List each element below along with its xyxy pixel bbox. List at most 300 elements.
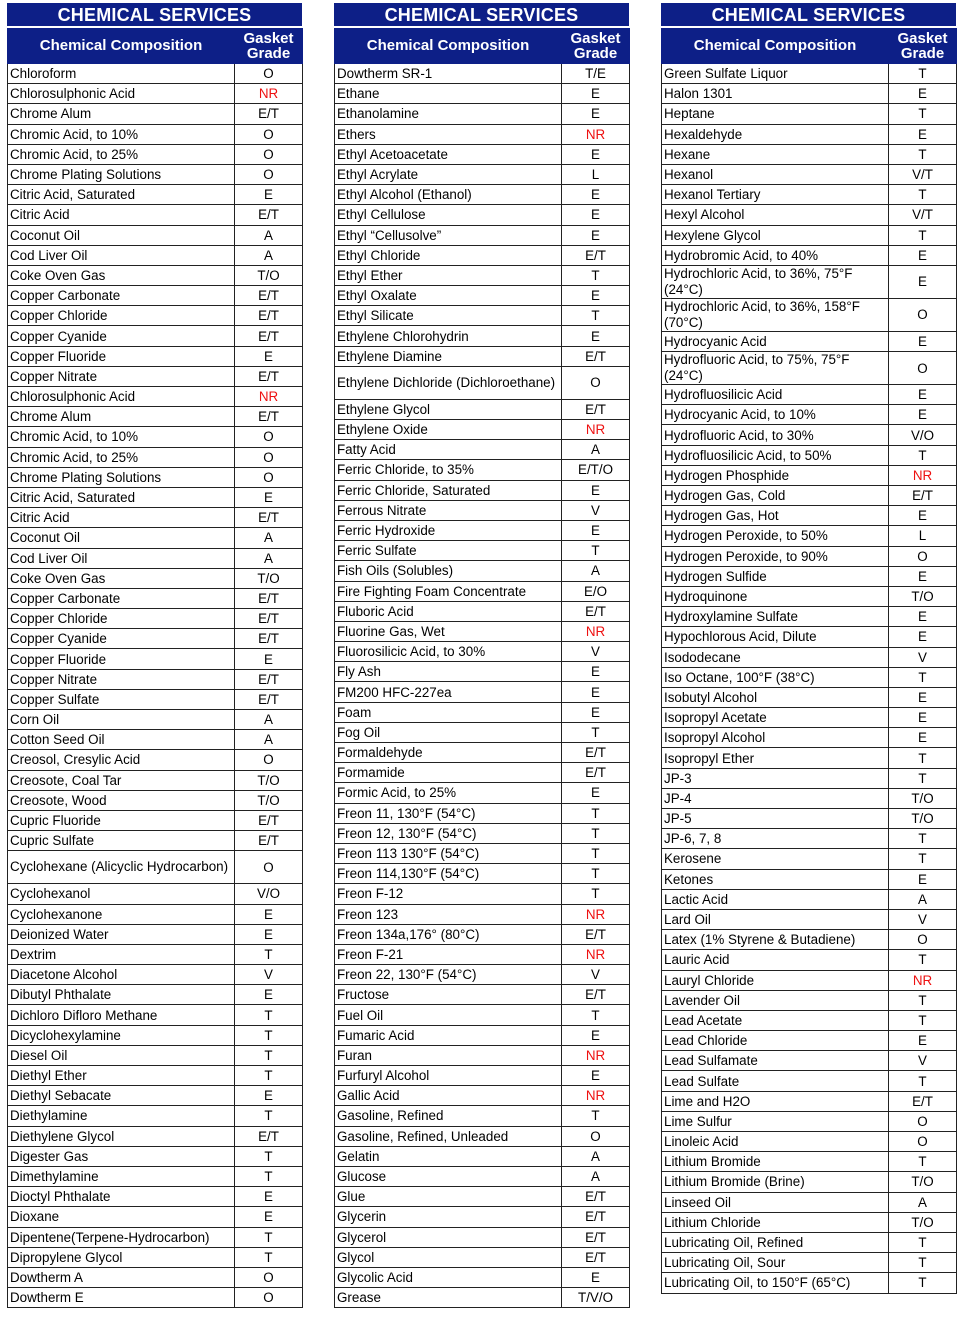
gasket-grade-cell: NR — [235, 84, 303, 104]
gasket-grade-cell: O — [235, 144, 303, 164]
table-row — [335, 84, 630, 104]
table-row — [662, 465, 957, 485]
chemical-name-cell: Lauric Acid — [662, 950, 889, 970]
table-row — [8, 286, 303, 306]
table-row — [8, 1166, 303, 1186]
chemical-name-cell: Fumaric Acid — [335, 1025, 562, 1045]
chemical-name-cell: Copper Nitrate — [8, 669, 235, 689]
chemical-name-cell: Diethylene Glycol — [8, 1126, 235, 1146]
gasket-grade-cell: V/O — [889, 425, 957, 445]
table-row — [8, 1086, 303, 1106]
gasket-grade-cell: T/O — [889, 1172, 957, 1192]
gasket-grade-cell: E — [235, 904, 303, 924]
gasket-grade-cell: NR — [562, 944, 630, 964]
gasket-grade-cell: E/O — [562, 581, 630, 601]
chemical-name-cell: Fructose — [335, 985, 562, 1005]
gasket-grade-cell: T/O — [889, 586, 957, 606]
chemical-name-cell: Chrome Alum — [8, 104, 235, 124]
table-row — [662, 627, 957, 647]
chemical-name-cell: Hydrocyanic Acid — [662, 331, 889, 351]
table-row — [662, 1253, 957, 1273]
table-row — [8, 689, 303, 709]
chemical-name-cell: Isopropyl Ether — [662, 748, 889, 768]
gasket-grade-cell: T/O — [889, 809, 957, 829]
table-row — [662, 405, 957, 425]
gasket-grade-cell: A — [889, 889, 957, 909]
gasket-grade-cell: T — [235, 1025, 303, 1045]
table-row — [8, 104, 303, 124]
table-row — [662, 245, 957, 265]
table-row — [662, 687, 957, 707]
gasket-grade-cell: E — [889, 84, 957, 104]
chemical-name-cell: Cod Liver Oil — [8, 548, 235, 568]
table-row — [8, 924, 303, 944]
gasket-grade-cell: T/E — [562, 64, 630, 84]
gasket-grade-cell: E — [235, 985, 303, 1005]
table-row — [335, 326, 630, 346]
chemical-name-cell: Chromic Acid, to 10% — [8, 124, 235, 144]
table-row — [335, 480, 630, 500]
table-row — [335, 682, 630, 702]
chemical-name-cell: Dimethylamine — [8, 1166, 235, 1186]
table-row — [662, 768, 957, 788]
gasket-grade-cell: E — [562, 225, 630, 245]
table-row — [335, 1227, 630, 1247]
chemical-name-cell: Deionized Water — [8, 924, 235, 944]
chemical-name-cell: Foam — [335, 702, 562, 722]
table-row — [8, 185, 303, 205]
chemical-name-cell: Freon 12, 130°F (54°C) — [335, 823, 562, 843]
table-row — [335, 1066, 630, 1086]
chemical-name-cell: Cupric Fluoride — [8, 810, 235, 830]
table-row — [662, 1051, 957, 1071]
chemical-name-cell: Iso Octane, 100°F (38°C) — [662, 667, 889, 687]
table-row — [662, 788, 957, 808]
table-row — [8, 1267, 303, 1287]
gasket-grade-cell: E — [235, 346, 303, 366]
chemical-name-cell: Freon 123 — [335, 904, 562, 924]
table-row — [335, 601, 630, 621]
chemical-name-cell: Creosote, Wood — [8, 790, 235, 810]
gasket-grade-cell: NR — [562, 1086, 630, 1106]
gasket-grade-cell: O — [235, 1288, 303, 1308]
table-row — [8, 609, 303, 629]
gasket-grade-cell: O — [235, 447, 303, 467]
chemical-name-cell: Diethyl Sebacate — [8, 1086, 235, 1106]
gasket-grade-cell: E — [889, 869, 957, 889]
chemical-name-cell: Fire Fighting Foam Concentrate — [335, 581, 562, 601]
chemical-table-column-1 — [7, 3, 302, 1308]
gasket-grade-cell: T — [889, 667, 957, 687]
chemical-name-cell: Diethyl Ether — [8, 1066, 235, 1086]
gasket-grade-cell: O — [235, 750, 303, 770]
chemical-name-cell: Ethane — [335, 84, 562, 104]
section-title: CHEMICAL SERVICES — [661, 3, 956, 26]
chemical-table — [334, 28, 630, 1308]
gasket-grade-cell: A — [562, 1146, 630, 1166]
gasket-grade-cell: E — [235, 185, 303, 205]
gasket-grade-cell: A — [235, 528, 303, 548]
gasket-grade-cell: E — [889, 331, 957, 351]
chemical-table — [7, 28, 303, 1308]
chemical-table-column-2 — [334, 3, 629, 1308]
table-row — [662, 566, 957, 586]
chemical-name-cell: Dextrim — [8, 944, 235, 964]
chemical-name-cell: Gasoline, Refined — [335, 1106, 562, 1126]
table-row — [335, 924, 630, 944]
gasket-grade-cell: E/T — [235, 609, 303, 629]
chemical-name-cell: Lead Sulfate — [662, 1071, 889, 1091]
chemical-name-cell: Fuel Oil — [335, 1005, 562, 1025]
table-row — [662, 84, 957, 104]
column-header-gasket-grade: Gasket Grade — [562, 29, 630, 64]
gasket-grade-cell: E — [562, 1267, 630, 1287]
gasket-grade-cell: O — [889, 1111, 957, 1131]
gasket-grade-cell: V — [562, 965, 630, 985]
chemical-name-cell: Ethylene Oxide — [335, 420, 562, 440]
chemical-name-cell: Fatty Acid — [335, 440, 562, 460]
gasket-grade-cell: E/T — [562, 346, 630, 366]
table-row — [8, 1106, 303, 1126]
chemical-name-cell: Dicyclohexylamine — [8, 1025, 235, 1045]
chemical-name-cell: Copper Chloride — [8, 609, 235, 629]
gasket-grade-cell: E — [562, 1025, 630, 1045]
table-row — [8, 265, 303, 285]
gasket-grade-cell: O — [235, 164, 303, 184]
gasket-grade-cell: E — [889, 245, 957, 265]
gasket-grade-cell: E/T — [889, 1091, 957, 1111]
gasket-grade-cell: E — [562, 783, 630, 803]
table-row — [335, 1005, 630, 1025]
chemical-name-cell: Freon 11, 130°F (54°C) — [335, 803, 562, 823]
chemical-name-cell: Dioctyl Phthalate — [8, 1187, 235, 1207]
chemical-name-cell: Hydroquinone — [662, 586, 889, 606]
table-row — [8, 1288, 303, 1308]
gasket-grade-cell: E/T — [562, 743, 630, 763]
chemical-name-cell: Formaldehyde — [335, 743, 562, 763]
table-row — [662, 225, 957, 245]
table-row — [335, 104, 630, 124]
chemical-name-cell: Lauryl Chloride — [662, 970, 889, 990]
chemical-name-cell: Chlorosulphonic Acid — [8, 387, 235, 407]
gasket-grade-cell: O — [889, 930, 957, 950]
table-row — [335, 366, 630, 399]
chemical-name-cell: Hexyl Alcohol — [662, 205, 889, 225]
gasket-grade-cell: E/T — [235, 669, 303, 689]
gasket-grade-cell: E/T — [562, 245, 630, 265]
chemical-name-cell: Ketones — [662, 869, 889, 889]
gasket-grade-cell: T — [235, 1045, 303, 1065]
table-row — [335, 124, 630, 144]
table-row — [8, 831, 303, 851]
chemical-name-cell: Creosol, Cresylic Acid — [8, 750, 235, 770]
table-row — [335, 642, 630, 662]
chemical-name-cell: Cod Liver Oil — [8, 245, 235, 265]
table-row — [8, 944, 303, 964]
chemical-name-cell: Lime and H2O — [662, 1091, 889, 1111]
gasket-grade-cell: NR — [235, 387, 303, 407]
gasket-grade-cell: E/T — [235, 366, 303, 386]
table-row — [8, 1005, 303, 1025]
chemical-name-cell: Ethylene Chlorohydrin — [335, 326, 562, 346]
gasket-grade-cell: T — [235, 1247, 303, 1267]
gasket-grade-cell: T — [562, 265, 630, 285]
table-row — [8, 487, 303, 507]
chemical-name-cell: Copper Nitrate — [8, 366, 235, 386]
gasket-grade-cell: A — [562, 1166, 630, 1186]
gasket-grade-cell: T — [562, 1005, 630, 1025]
column-header-chemical: Chemical Composition — [335, 29, 562, 64]
gasket-grade-cell: E — [562, 520, 630, 540]
table-row — [335, 763, 630, 783]
chemical-name-cell: Ethylene Dichloride (Dichloroethane) — [335, 366, 562, 399]
chemical-name-cell: Dowtherm A — [8, 1267, 235, 1287]
chemical-name-cell: Ethylene Glycol — [335, 399, 562, 419]
chemical-name-cell: Hexylene Glycol — [662, 225, 889, 245]
table-row — [8, 1126, 303, 1146]
gasket-grade-cell: NR — [889, 970, 957, 990]
chemical-name-cell: Ethyl Cellulose — [335, 205, 562, 225]
table-row — [8, 965, 303, 985]
table-row — [335, 722, 630, 742]
table-row — [8, 669, 303, 689]
table-row — [8, 346, 303, 366]
chemical-name-cell: Copper Sulfate — [8, 689, 235, 709]
chemical-name-cell: Dowtherm SR-1 — [335, 64, 562, 84]
chemical-name-cell: Digester Gas — [8, 1146, 235, 1166]
gasket-grade-cell: T — [562, 803, 630, 823]
chemical-name-cell: Freon F-21 — [335, 944, 562, 964]
gasket-grade-cell: E — [562, 104, 630, 124]
chemical-name-cell: Ethyl Ether — [335, 265, 562, 285]
table-row — [8, 770, 303, 790]
table-row — [662, 1273, 957, 1293]
chemical-name-cell: Lubricating Oil, Sour — [662, 1253, 889, 1273]
gasket-grade-cell: T — [562, 1106, 630, 1126]
gasket-grade-cell: NR — [889, 465, 957, 485]
gasket-grade-cell: T — [235, 1066, 303, 1086]
gasket-grade-cell: L — [562, 164, 630, 184]
table-row — [335, 64, 630, 84]
chemical-name-cell: Ethyl Oxalate — [335, 286, 562, 306]
gasket-grade-cell: E — [562, 662, 630, 682]
table-row — [662, 164, 957, 184]
gasket-grade-cell: T/O — [235, 770, 303, 790]
table-row — [8, 205, 303, 225]
gasket-grade-cell: NR — [562, 124, 630, 144]
gasket-grade-cell: T — [889, 104, 957, 124]
gasket-grade-cell: T — [562, 843, 630, 863]
gasket-grade-cell: E/T — [562, 1187, 630, 1207]
table-row — [662, 1010, 957, 1030]
gasket-grade-cell: T — [889, 768, 957, 788]
chemical-name-cell: Chrome Plating Solutions — [8, 467, 235, 487]
chemical-name-cell: Hexanol — [662, 164, 889, 184]
table-row — [335, 965, 630, 985]
chemical-name-cell: Corn Oil — [8, 710, 235, 730]
table-row — [335, 843, 630, 863]
chemical-name-cell: Hydrochloric Acid, to 36%, 75°F (24°C) — [662, 265, 889, 298]
gasket-grade-cell: E — [889, 385, 957, 405]
chemical-name-cell: Hydrocyanic Acid, to 10% — [662, 405, 889, 425]
table-row — [335, 245, 630, 265]
gasket-grade-cell: T — [235, 1146, 303, 1166]
gasket-grade-cell: E — [889, 687, 957, 707]
gasket-grade-cell: E/T — [235, 205, 303, 225]
table-row — [662, 185, 957, 205]
table-row — [335, 1166, 630, 1186]
gasket-grade-cell: V — [889, 1051, 957, 1071]
column-header-gasket-grade: Gasket Grade — [235, 29, 303, 64]
table-row — [662, 829, 957, 849]
table-row — [335, 1267, 630, 1287]
chemical-name-cell: Hydrofluosilicic Acid, to 50% — [662, 445, 889, 465]
gasket-grade-cell: T — [889, 1253, 957, 1273]
gasket-grade-cell: T — [562, 722, 630, 742]
table-row — [662, 124, 957, 144]
gasket-grade-cell: T/O — [889, 788, 957, 808]
gasket-grade-cell: E — [562, 205, 630, 225]
table-row — [662, 1192, 957, 1212]
gasket-grade-cell: O — [235, 124, 303, 144]
table-row — [335, 460, 630, 480]
gasket-grade-cell: O — [889, 546, 957, 566]
column-header-chemical: Chemical Composition — [662, 29, 889, 64]
chemical-name-cell: Chrome Alum — [8, 407, 235, 427]
table-row — [8, 407, 303, 427]
gasket-grade-cell: A — [235, 710, 303, 730]
gasket-grade-cell: E — [562, 185, 630, 205]
gasket-grade-cell: E — [889, 124, 957, 144]
table-row — [662, 889, 957, 909]
table-row — [662, 990, 957, 1010]
chemical-name-cell: Chrome Plating Solutions — [8, 164, 235, 184]
gasket-grade-cell: O — [235, 64, 303, 84]
gasket-grade-cell: A — [562, 440, 630, 460]
chemical-name-cell: Ethyl Acetoacetate — [335, 144, 562, 164]
chemical-name-cell: Grease — [335, 1288, 562, 1308]
chemical-name-cell: Hydrogen Sulfide — [662, 566, 889, 586]
table-row — [662, 546, 957, 566]
table-row — [662, 486, 957, 506]
table-row — [662, 144, 957, 164]
gasket-grade-cell: V — [235, 965, 303, 985]
chemical-table — [661, 28, 957, 1294]
gasket-grade-cell: E — [562, 1066, 630, 1086]
table-row — [662, 930, 957, 950]
table-row — [8, 851, 303, 884]
gasket-grade-cell: T — [235, 1227, 303, 1247]
chemical-name-cell: Coconut Oil — [8, 225, 235, 245]
chemical-name-cell: JP-3 — [662, 768, 889, 788]
gasket-grade-cell: T — [889, 1010, 957, 1030]
chemical-name-cell: Glucose — [335, 1166, 562, 1186]
table-row — [335, 500, 630, 520]
chemical-name-cell: Citric Acid — [8, 205, 235, 225]
chemical-name-cell: Hypochlorous Acid, Dilute — [662, 627, 889, 647]
table-row — [662, 869, 957, 889]
chemical-name-cell: Hydrogen Peroxide, to 50% — [662, 526, 889, 546]
table-row — [8, 649, 303, 669]
table-row — [335, 904, 630, 924]
gasket-grade-cell: A — [235, 245, 303, 265]
chemical-name-cell: Hexane — [662, 144, 889, 164]
chemical-name-cell: Citric Acid, Saturated — [8, 185, 235, 205]
gasket-grade-cell: T — [235, 944, 303, 964]
table-row — [8, 629, 303, 649]
chemical-name-cell: Ferric Hydroxide — [335, 520, 562, 540]
gasket-grade-cell: NR — [562, 420, 630, 440]
table-row — [335, 864, 630, 884]
table-row — [8, 710, 303, 730]
table-row — [8, 164, 303, 184]
table-row — [8, 366, 303, 386]
chemical-name-cell: Chromic Acid, to 25% — [8, 144, 235, 164]
table-row — [662, 425, 957, 445]
table-row — [335, 185, 630, 205]
section-title: CHEMICAL SERVICES — [334, 3, 629, 26]
chemical-name-cell: Kerosene — [662, 849, 889, 869]
table-row — [662, 970, 957, 990]
table-row — [335, 286, 630, 306]
chemical-name-cell: Glue — [335, 1187, 562, 1207]
gasket-grade-cell: T — [889, 849, 957, 869]
gasket-grade-cell: E — [889, 627, 957, 647]
gasket-grade-cell: E/T — [235, 810, 303, 830]
gasket-grade-cell: E — [235, 1207, 303, 1227]
table-row — [8, 387, 303, 407]
chemical-name-cell: Fluorosilicic Acid, to 30% — [335, 642, 562, 662]
chemical-name-cell: Dipentene(Terpene-Hydrocarbon) — [8, 1227, 235, 1247]
gasket-grade-cell: E/T — [562, 763, 630, 783]
table-row — [662, 909, 957, 929]
chemical-name-cell: Chromic Acid, to 10% — [8, 427, 235, 447]
chemical-name-cell: Coke Oven Gas — [8, 568, 235, 588]
table-row — [335, 884, 630, 904]
chemical-name-cell: Cotton Seed Oil — [8, 730, 235, 750]
gasket-grade-cell: T — [889, 1273, 957, 1293]
table-row — [8, 1247, 303, 1267]
gasket-grade-cell: NR — [562, 621, 630, 641]
gasket-grade-cell: T — [889, 829, 957, 849]
gasket-grade-cell: NR — [562, 1045, 630, 1065]
gasket-grade-cell: E/T — [235, 104, 303, 124]
gasket-grade-cell: E — [889, 566, 957, 586]
gasket-grade-cell: O — [562, 366, 630, 399]
table-row — [8, 1207, 303, 1227]
table-row — [8, 447, 303, 467]
gasket-grade-cell: E/T — [235, 306, 303, 326]
table-row — [8, 427, 303, 447]
chemical-name-cell: Glycerol — [335, 1227, 562, 1247]
chemical-name-cell: Lithium Chloride — [662, 1212, 889, 1232]
chemical-name-cell: Freon 134a,176° (80°C) — [335, 924, 562, 944]
table-row — [662, 445, 957, 465]
table-row — [8, 904, 303, 924]
table-row — [335, 1126, 630, 1146]
table-row — [8, 884, 303, 904]
gasket-grade-cell: L — [889, 526, 957, 546]
table-row — [8, 124, 303, 144]
chemical-name-cell: Glycerin — [335, 1207, 562, 1227]
table-row — [8, 548, 303, 568]
chemical-name-cell: Freon F-12 — [335, 884, 562, 904]
table-row — [335, 541, 630, 561]
table-row — [662, 1071, 957, 1091]
chemical-name-cell: Isopropyl Alcohol — [662, 728, 889, 748]
gasket-grade-cell: T/O — [889, 1212, 957, 1232]
gasket-grade-cell: E/T — [235, 286, 303, 306]
